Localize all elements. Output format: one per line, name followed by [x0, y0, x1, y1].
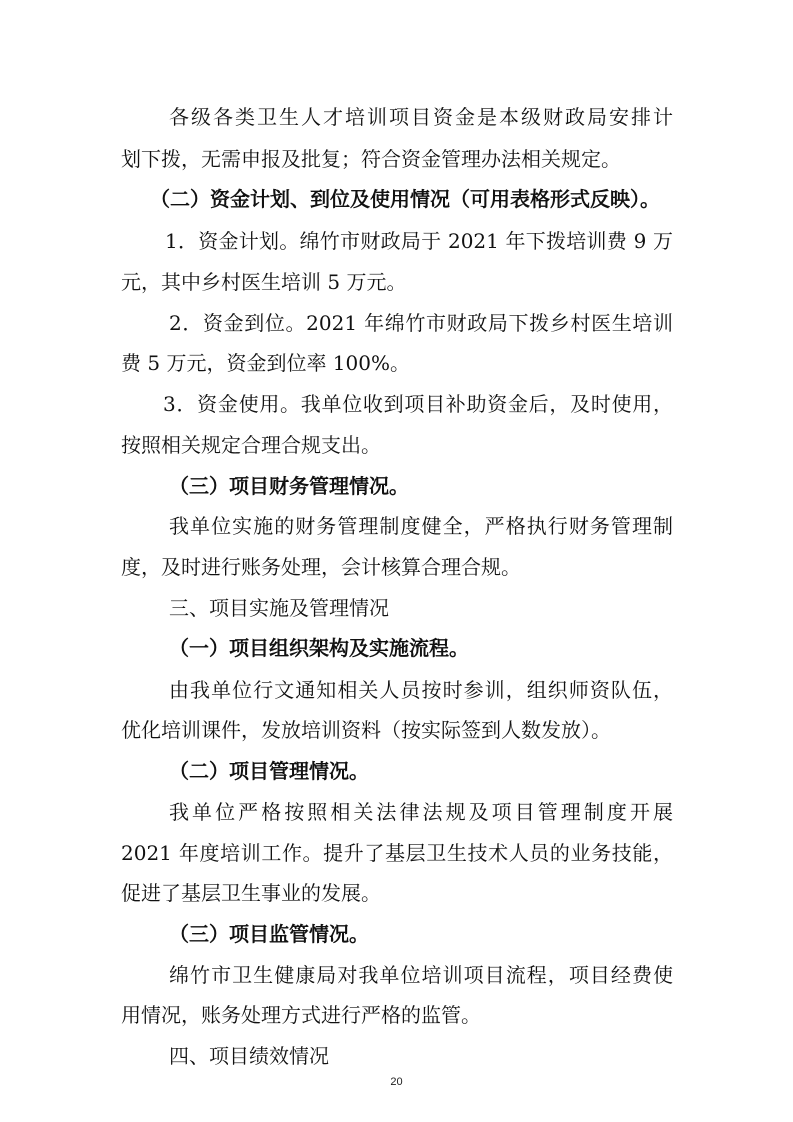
paragraph-line: 1．资金计划。绵竹市财政局于 2021 年下拨培训费 9 万: [165, 229, 673, 253]
paragraph-line: 2．资金到位。2021 年绵竹市财政局下拨乡村医生培训: [169, 311, 673, 335]
section-heading: （三）项目财务管理情况。: [169, 474, 409, 498]
paragraph-line: 由我单位行文通知相关人员按时参训，组织师资队伍，: [169, 678, 673, 702]
paragraph-line: 划下拨，无需申报及批复；符合资金管理办法相关规定。: [121, 147, 621, 171]
paragraph-line: 优化培训课件，发放培训资料（按实际签到人数发放）。: [121, 718, 611, 742]
paragraph-line: 我单位严格按照相关法律法规及项目管理制度开展: [169, 800, 673, 824]
paragraph-line: 按照相关规定合理合规支出。: [121, 433, 381, 457]
page-number: 20: [390, 1076, 403, 1088]
paragraph-line: 费 5 万元，资金到位率 100%。: [121, 351, 410, 375]
section-heading: （三）项目监管情况。: [169, 922, 369, 946]
paragraph-line: 促进了基层卫生事业的发展。: [121, 881, 381, 905]
paragraph-line: 各级各类卫生人才培训项目资金是本级财政局安排计: [169, 105, 673, 129]
paragraph-line: 2021 年度培训工作。提升了基层卫生技术人员的业务技能，: [121, 841, 673, 865]
chapter-heading: 三、项目实施及管理情况: [169, 596, 389, 620]
paragraph-line: 3．资金使用。我单位收到项目补助资金后，及时使用，: [163, 392, 673, 416]
paragraph-line: 用情况，账务处理方式进行严格的监管。: [121, 1003, 481, 1027]
paragraph-line: 绵竹市卫生健康局对我单位培训项目流程，项目经费使: [169, 963, 673, 987]
chapter-heading: 四、项目绩效情况: [169, 1044, 329, 1068]
section-heading: （二）项目管理情况。: [169, 759, 369, 783]
section-heading: （二）资金计划、到位及使用情况（可用表格形式反映）。: [150, 187, 660, 211]
paragraph-line: 元，其中乡村医生培训 5 万元。: [121, 270, 407, 294]
paragraph-line: 度，及时进行账务处理，会计核算合理合规。: [121, 555, 521, 579]
section-heading: （一）项目组织架构及实施流程。: [169, 636, 469, 660]
paragraph-line: 我单位实施的财务管理制度健全，严格执行财务管理制: [169, 514, 673, 538]
